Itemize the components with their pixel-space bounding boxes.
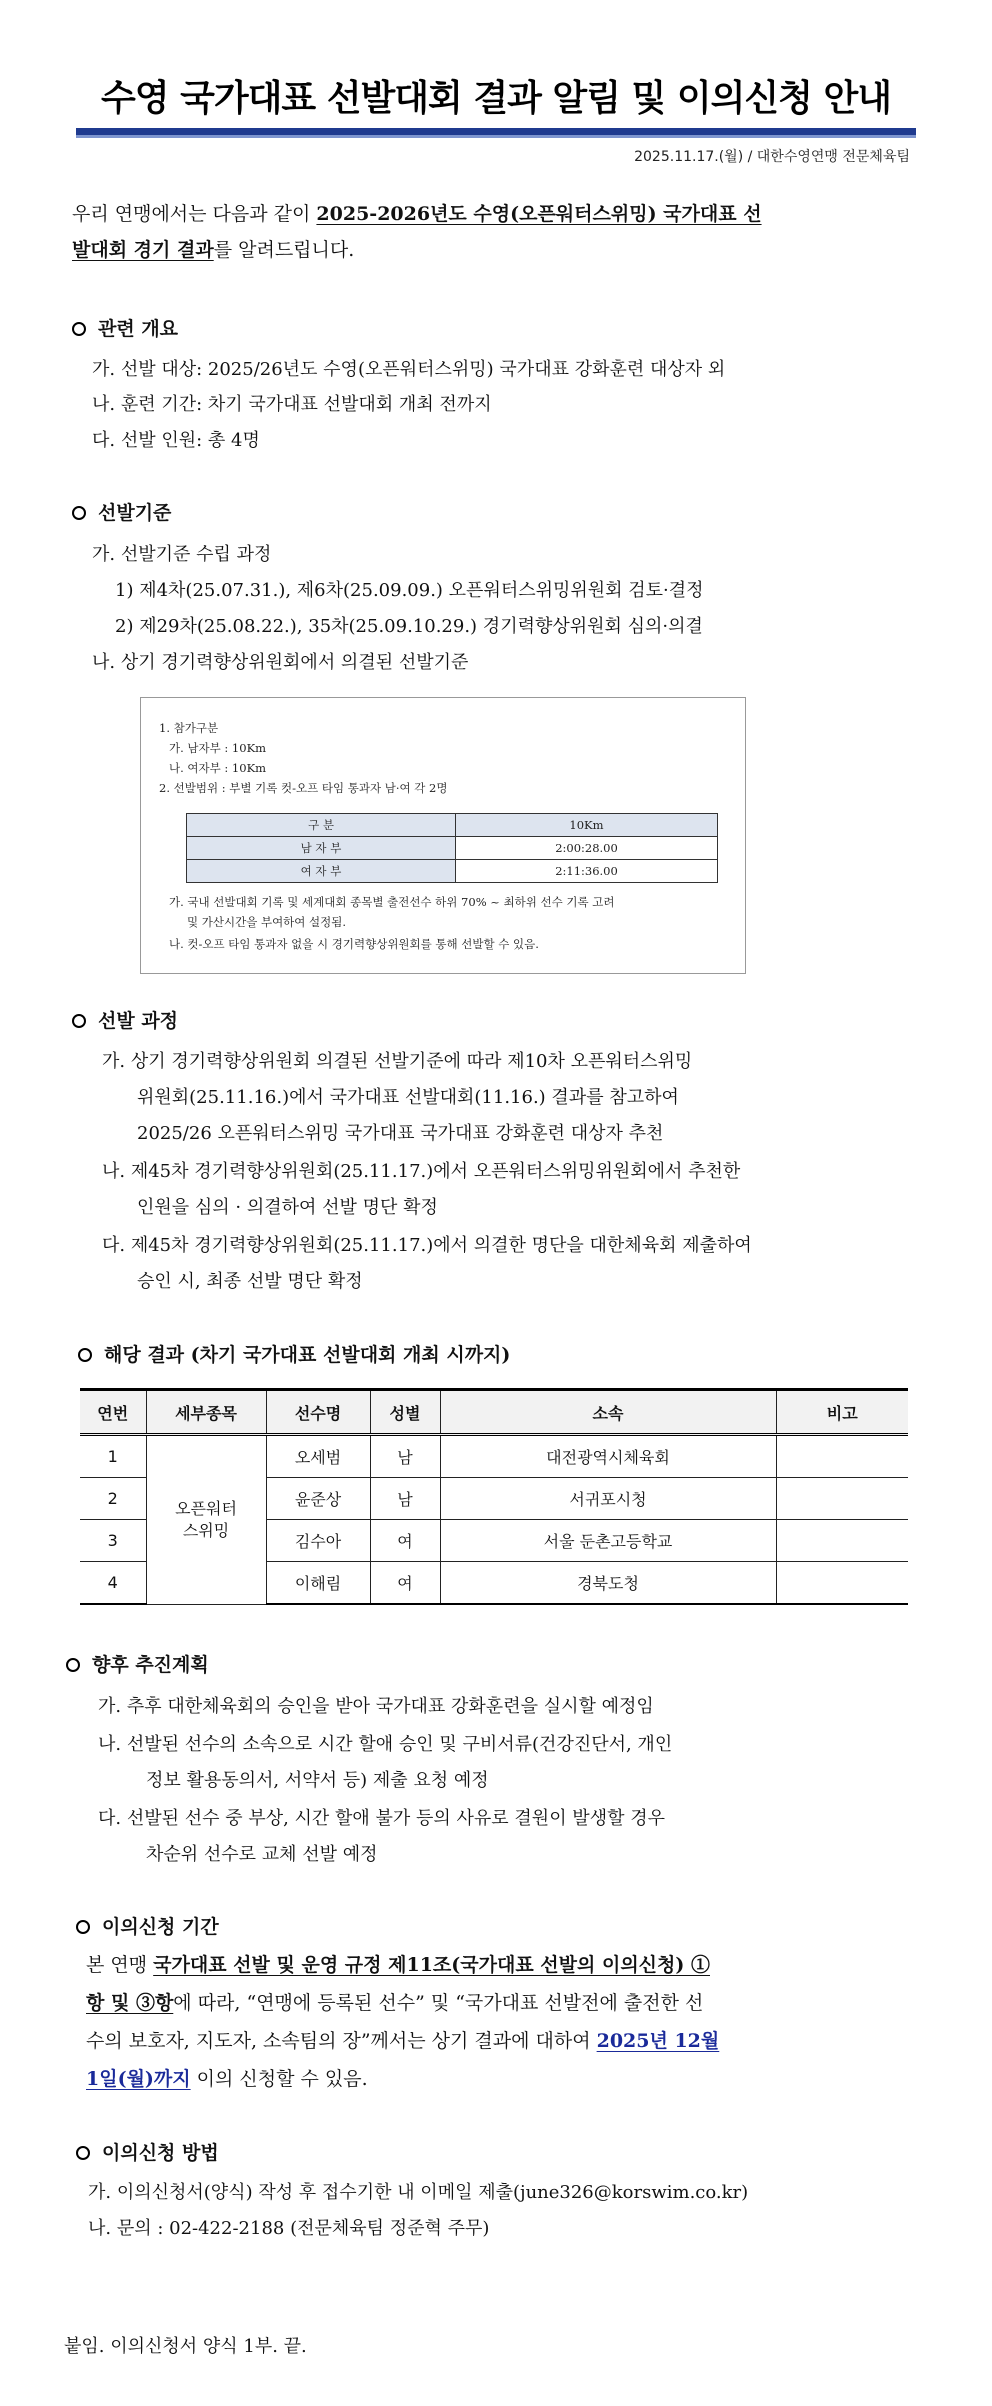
section-heading-process: [72, 1006, 178, 1033]
process-line: 2025/26 오픈워터스위밍 국가대표 국가대표 강화훈련 대상자 추천: [137, 1123, 664, 1144]
section-heading-plan: [66, 1650, 209, 1677]
criteria-box-line: 나. 여자부 : 10Km: [169, 761, 267, 775]
objection-rule-ref: 항 및 ③항: [86, 1992, 174, 2014]
section-heading-overview: [72, 314, 178, 341]
section-heading-text: 이의신청 방법: [102, 2142, 219, 2164]
attachment-note: 붙임. 이의신청서 양식 1부. 끝.: [64, 2336, 307, 2357]
circle-bullet-icon: [72, 506, 86, 520]
process-line: 나. 제45차 경기력향상위원회(25.11.17.)에서 오픈워터스위밍위원회에서 추천한: [102, 1161, 741, 1182]
row-number: 3: [80, 1520, 146, 1562]
criteria-box-line: 2. 선발범위 : 부별 기록 컷-오프 타임 통과자 남·여 각 2명: [159, 781, 448, 795]
column-header: 비고: [776, 1390, 908, 1435]
circle-bullet-icon: [72, 1014, 86, 1028]
cutoff-value: 2:00:28.00: [456, 837, 718, 860]
objection-text: 수의 보호자, 지도자, 소속팀의 장”께서는 상기 결과에 대하여: [86, 2030, 597, 2052]
section-heading-text: 향후 추진계획: [92, 1654, 209, 1676]
athlete-team: 서울 둔촌고등학교: [440, 1520, 776, 1562]
athlete-team: 경북도청: [440, 1562, 776, 1605]
athlete-name: 김수아: [266, 1520, 370, 1562]
cutoff-header: 10Km: [456, 814, 718, 837]
document-title: 수영 국가대표 선발대회 결과 알림 및 이의신청 안내: [100, 78, 892, 119]
athlete-note: [776, 1478, 908, 1520]
section-heading-text: 선발 과정: [98, 1010, 179, 1032]
overview-item: 나. 훈련 기간: 차기 국가대표 선발대회 개최 전까지: [92, 394, 492, 415]
criteria-box-line: 1. 참가구분: [159, 721, 219, 735]
criteria-item: 2) 제29차(25.08.22.), 35차(25.09.10.29.) 경기력향상위원회 심의·의결: [115, 616, 703, 637]
plan-line: 나. 선발된 선수의 소속으로 시간 할애 승인 및 구비서류(건강진단서, 개인: [98, 1734, 673, 1755]
plan-line: 정보 활용동의서, 서약서 등) 제출 요청 예정: [146, 1770, 489, 1791]
column-header: 소속: [440, 1390, 776, 1435]
athlete-gender: 남: [370, 1435, 440, 1478]
section-heading-criteria: [72, 498, 171, 525]
title-underline: [76, 128, 916, 135]
intro-paragraph: [72, 196, 922, 268]
process-line: 위원회(25.11.16.)에서 국가대표 선발대회(11.16.) 결과를 참고하여: [137, 1087, 679, 1108]
intro-bold-2: 발대회 경기 결과: [72, 239, 214, 261]
circle-bullet-icon: [72, 322, 86, 336]
criteria-box: [140, 697, 746, 974]
process-line: 다. 제45차 경기력향상위원회(25.11.17.)에서 의결한 명단을 대한체육회 제출하여: [102, 1235, 752, 1256]
athlete-gender: 여: [370, 1520, 440, 1562]
plan-line: 가. 추후 대한체육회의 승인을 받아 국가대표 강화훈련을 실시할 예정임: [98, 1696, 654, 1717]
results-table: [80, 1388, 908, 1605]
objection-text: 본 연맹: [86, 1954, 154, 1976]
criteria-item: 가. 선발기준 수립 과정: [92, 544, 272, 565]
event-cell: [146, 1435, 266, 1605]
column-header: 연번: [80, 1390, 146, 1435]
date-and-department: 2025.11.17.(월) / 대한수영연맹 전문체육팀: [634, 149, 910, 165]
table-row: [80, 1435, 908, 1478]
criteria-box-note: 및 가산시간을 부여하여 설정됨.: [187, 915, 347, 929]
section-heading-text: 해당 결과 (차기 국가대표 선발대회 개최 시까지): [104, 1344, 511, 1366]
overview-item: 다. 선발 인원: 총 4명: [92, 430, 260, 451]
section-heading-text: 관련 개요: [98, 318, 179, 340]
athlete-name: 윤준상: [266, 1478, 370, 1520]
intro-text-2: 를 알려드립니다.: [213, 239, 355, 261]
section-heading-objection-method: [76, 2138, 219, 2165]
column-header: 세부종목: [146, 1390, 266, 1435]
event-name-line: 오픈워터: [175, 1498, 237, 1518]
objection-deadline: 2025년 12월: [596, 2030, 720, 2052]
objection-rule-ref: 국가대표 선발 및 운영 규정 제11조(국가대표 선발의 이의신청) ①: [153, 1954, 710, 1976]
athlete-note: [776, 1435, 908, 1478]
objection-deadline: 1일(월)까지: [86, 2068, 191, 2090]
process-line: 가. 상기 경기력향상위원회 의결된 선발기준에 따라 제10차 오픈워터스위밍: [102, 1051, 693, 1072]
section-heading-objection-period: [76, 1912, 219, 1939]
column-header: 선수명: [266, 1390, 370, 1435]
circle-bullet-icon: [76, 2146, 90, 2160]
objection-period-paragraph: [86, 1946, 926, 2098]
section-heading-text: 이의신청 기간: [102, 1916, 219, 1938]
event-name-line: 스위밍: [182, 1520, 230, 1540]
cutoff-label: 여 자 부: [187, 860, 456, 883]
intro-text-1: 우리 연맹에서는 다음과 같이: [72, 203, 317, 225]
section-heading-results: [78, 1340, 510, 1367]
athlete-gender: 남: [370, 1478, 440, 1520]
column-header: 성별: [370, 1390, 440, 1435]
cutoff-value: 2:11:36.00: [456, 860, 718, 883]
criteria-box-note: 나. 컷-오프 타임 통과자 없을 시 경기력향상위원회를 통해 선발할 수 있음.: [169, 937, 539, 951]
athlete-team: 대전광역시체육회: [440, 1435, 776, 1478]
plan-line: 차순위 선수로 교체 선발 예정: [146, 1844, 378, 1865]
process-line: 인원을 심의 · 의결하여 선발 명단 확정: [137, 1197, 438, 1218]
objection-text: 에 따라, “연맹에 등록된 선수” 및 “국가대표 선발전에 출전한 선: [173, 1992, 704, 2014]
athlete-note: [776, 1562, 908, 1605]
athlete-note: [776, 1520, 908, 1562]
criteria-box-note: 가. 국내 선발대회 기록 및 세계대회 종목별 출전선수 하위 70% ~ 최하위 선수 기록 고려: [169, 895, 615, 909]
row-number: 1: [80, 1435, 146, 1478]
circle-bullet-icon: [76, 1920, 90, 1934]
plan-line: 다. 선발된 선수 중 부상, 시간 할애 불가 등의 사유로 결원이 발생할 경우: [98, 1808, 665, 1829]
objection-method-line: 나. 문의 : 02-422-2188 (전문체육팀 정준혁 주무): [88, 2218, 490, 2239]
athlete-name: 오세범: [266, 1435, 370, 1478]
row-number: 4: [80, 1562, 146, 1605]
circle-bullet-icon: [66, 1658, 80, 1672]
intro-bold-1: 2025-2026년도 수영(오픈워터스위밍) 국가대표 선: [316, 203, 762, 225]
cutoff-label: 남 자 부: [187, 837, 456, 860]
section-heading-text: 선발기준: [98, 502, 172, 524]
athlete-name: 이해림: [266, 1562, 370, 1605]
objection-method-line: 가. 이의신청서(양식) 작성 후 접수기한 내 이메일 제출(june326@korswim.co.kr): [88, 2182, 749, 2203]
athlete-gender: 여: [370, 1562, 440, 1605]
criteria-box-line: 가. 남자부 : 10Km: [169, 741, 267, 755]
process-line: 승인 시, 최종 선발 명단 확정: [137, 1271, 363, 1292]
row-number: 2: [80, 1478, 146, 1520]
criteria-item: 1) 제4차(25.07.31.), 제6차(25.09.09.) 오픈워터스위밍위원회 검토·결정: [115, 580, 704, 601]
overview-item: 가. 선발 대상: 2025/26년도 수영(오픈워터스위밍) 국가대표 강화훈련 대상자 외: [92, 359, 726, 380]
title-underline-light: [76, 135, 916, 138]
criteria-item: 나. 상기 경기력향상위원회에서 의결된 선발기준: [92, 652, 469, 673]
cutoff-time-table: [186, 813, 718, 883]
cutoff-header: 구 분: [187, 814, 456, 837]
circle-bullet-icon: [78, 1348, 92, 1362]
athlete-team: 서귀포시청: [440, 1478, 776, 1520]
objection-text: 이의 신청할 수 있음.: [190, 2068, 368, 2090]
